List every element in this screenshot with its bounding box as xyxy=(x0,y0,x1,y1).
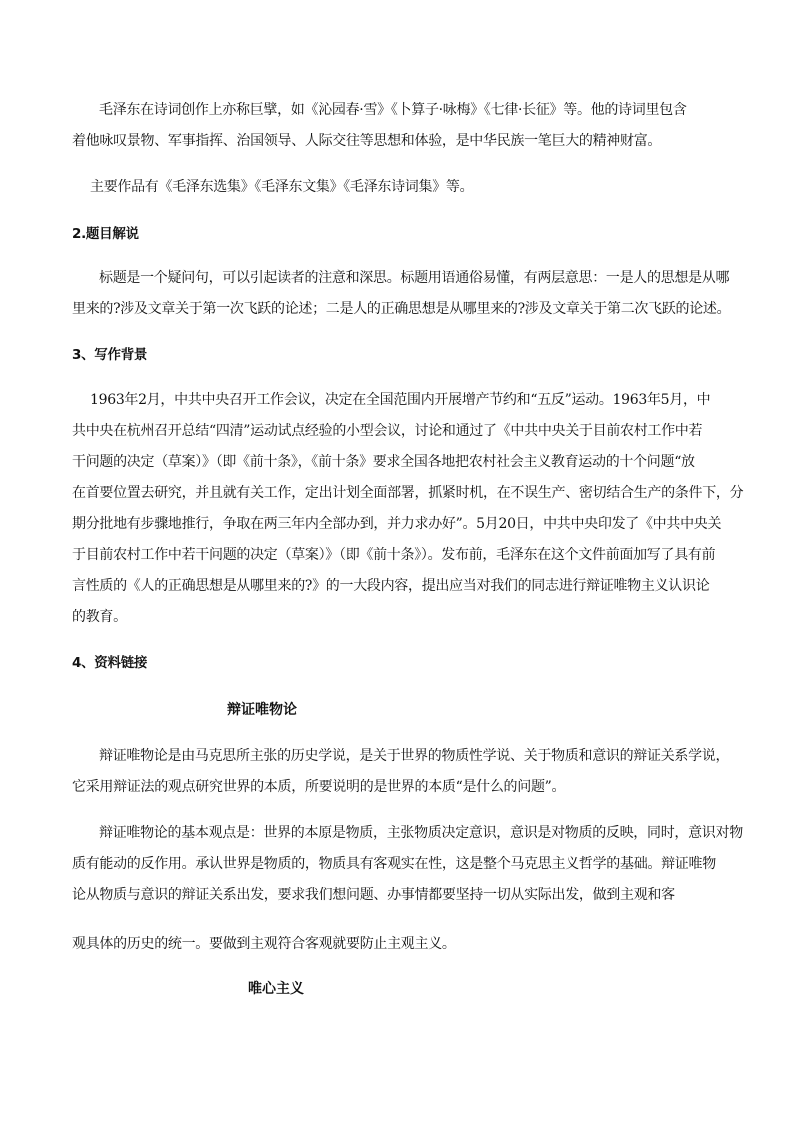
background-line-5: 期分批地有步骤地推行，争取在两三年内全部办到，并力求办好”。5月20日，中共中央印发了《中共中央关 xyxy=(72,516,722,532)
section-heading-title-explanation: 2.题目解说 xyxy=(72,226,139,242)
background-line-3: 干问题的决定（草案）》（即《前十条》，《前十条》要求全国各地把农村社会主义教育运动的十个问题“放 xyxy=(72,454,695,470)
background-line-1: 1963年2月，中共中央召开工作会议，决定在全国范围内开展增产节约和“五反”运动。1963年5月，中 xyxy=(90,392,711,408)
subtitle-dialectical-materialism: 辩证唯物论 xyxy=(227,702,297,718)
background-line-8: 的教育。 xyxy=(72,609,127,625)
intro-paragraph-line-1: 毛泽东在诗词创作上亦称巨擘，如《沁园春·雪》《卜算子·咏梅》《七律·长征》等。他的诗词里包含 xyxy=(99,102,687,118)
materialism-definition-line-1: 辩证唯物论是由马克思所主张的历史学说，是关于世界的物质性学说、关于物质和意识的辩证关系学说， xyxy=(99,748,730,764)
title-explanation-line-2: 里来的?涉及文章关于第一次飞跃的论述；二是人的正确思想是从哪里来的?涉及文章关于第二次飞跃的论述。 xyxy=(72,301,731,317)
background-line-2: 共中央在杭州召开总结“四清”运动试点经验的小型会议，讨论和通过了《中共中央关于目前农村工作中若 xyxy=(72,423,703,439)
intro-paragraph-line-2: 着他咏叹景物、军事指挥、治国领导、人际交往等思想和体验，是中华民族一笔巨大的精神财富。 xyxy=(72,133,662,149)
section-heading-references: 4、资料链接 xyxy=(72,655,148,671)
materialism-viewpoint-line-2: 质有能动的反作用。承认世界是物质的，物质具有客观实在性，这是整个马克思主义哲学的基础。辩证唯物 xyxy=(72,856,716,872)
materialism-viewpoint-line-4: 观具体的历史的统一。要做到主观符合客观就要防止主观主义。 xyxy=(72,936,456,952)
materialism-definition-line-2: 它采用辩证法的观点研究世界的本质，所要说明的是世界的本质“是什么的问题”。 xyxy=(72,779,566,795)
background-line-7: 言性质的《人的正确思想是从哪里来的?》的一大段内容，提出应当对我们的同志进行辩证唯物主义认识论 xyxy=(72,578,710,594)
materialism-viewpoint-line-3: 论从物质与意识的辩证关系出发，要求我们想问题、办事情都要坚持一切从实际出发，做到主观和客 xyxy=(72,887,675,903)
section-heading-background: 3、写作背景 xyxy=(72,347,148,363)
title-explanation-line-1: 标题是一个疑问句，可以引起读者的注意和深思。标题用语通俗易懂，有两层意思：一是人的思想是从哪 xyxy=(99,270,730,286)
materialism-viewpoint-line-1: 辩证唯物论的基本观点是：世界的本原是物质，主张物质决定意识，意识是对物质的反映，同时，意识对物 xyxy=(99,825,743,841)
works-paragraph: 主要作品有《毛泽东选集》《毛泽东文集》《毛泽东诗词集》等。 xyxy=(90,179,474,195)
background-line-6: 于目前农村工作中若干问题的决定（草案）》（即《前十条》）。发布前，毛泽东在这个文件前面加写了具有前 xyxy=(72,547,716,563)
background-line-4: 在首要位置去研究，并且就有关工作，定出计划全面部署，抓紧时机，在不误生产、密切结合生产的条件下，分 xyxy=(72,485,744,501)
subtitle-idealism: 唯心主义 xyxy=(248,981,304,997)
